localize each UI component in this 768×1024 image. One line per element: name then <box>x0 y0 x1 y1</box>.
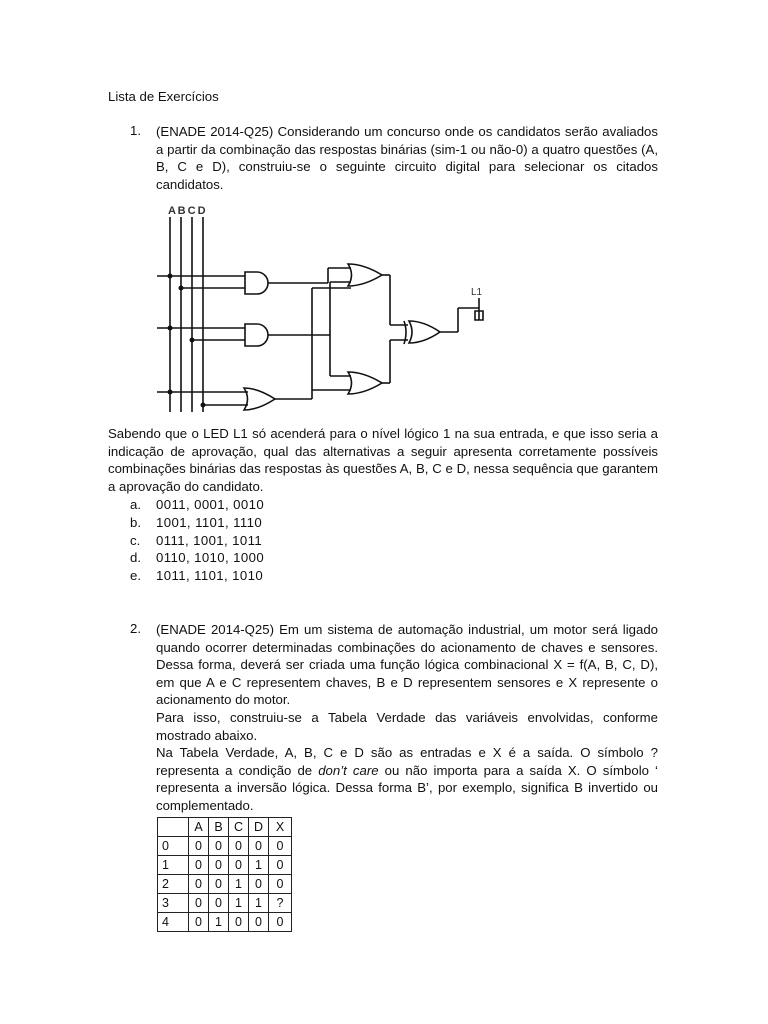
question-1 <box>130 123 658 193</box>
answer-options <box>130 496 264 585</box>
question-2-paragraph-2: Para isso, construiu-se a Tabela Verdade das variáveis envolvidas, conforme mostrado abaixo. <box>156 709 658 743</box>
question-2 <box>130 621 658 815</box>
option-b[interactable]: b. 1001, 1101, 1110 <box>130 514 263 530</box>
circuit-output-label: L1 <box>471 287 483 298</box>
circuit-input-labels: A B C D <box>168 205 206 217</box>
table-row: 3 0 0 1 1 ? <box>158 894 292 913</box>
question-1-text: (ENADE 2014-Q25) Considerando um concurso onde os candidatos serão avaliados a partir da combinação das respostas binárias (sim-1 ou não-0) a quatro questões (A, B, C e D), construiu-se o seguinte circuito digital para selecionar os citados candidatos. <box>156 124 658 192</box>
option-d[interactable]: d. 0110, 1010, 1000 <box>130 550 265 566</box>
table-row: 4 0 1 0 0 0 <box>158 913 292 932</box>
table-row: 1 0 0 0 1 0 <box>158 856 292 875</box>
option-a[interactable]: a. 0011, 0001, 0010 <box>130 497 265 512</box>
logic-circuit-diagram <box>150 200 490 425</box>
question-1-number: 1. <box>130 123 141 138</box>
question-2-paragraph-3: Na Tabela Verdade, A, B, C e D são as entradas e X é a saída. O símbolo ? representa a condição de don’t care ou não importa para a saída X. O símbolo ‘ representa a inversão lógica. Dessa forma B’, por exemplo, significa B invertido ou complementado. <box>156 745 658 813</box>
question-2-number: 2. <box>130 621 141 636</box>
option-e[interactable]: e. 1011, 1101, 1010 <box>130 568 264 584</box>
option-c[interactable]: c. 0111, 1001, 1011 <box>130 532 263 548</box>
table-row: 0 0 0 0 0 0 <box>158 837 292 856</box>
page-title: Lista de Exercícios <box>108 89 219 104</box>
question-1-statement: Sabendo que o LED L1 só acenderá para o nível lógico 1 na sua entrada, e que isso seria a indicação de aprovação, qual das alternativas a seguir apresenta corretamente possíveis combinações binárias das respostas às questões A, B, C e D, nessa sequência que garantem a aprovação do candidato. <box>108 426 658 494</box>
truth-table <box>157 817 292 932</box>
truth-table-header: A B C D X <box>158 818 292 837</box>
table-row: 2 0 0 1 0 0 <box>158 875 292 894</box>
question-2-paragraph-1: (ENADE 2014-Q25) Em um sistema de automação industrial, um motor será ligado quando ocorrer determinadas combinações do acionamento de chaves e sensores. Dessa forma, deverá ser criada uma função lógica combinacional X = f(A, B, C, D), em que A e C representem chaves, B e D representem sensores e X represente o acionamento do motor. <box>156 622 658 708</box>
